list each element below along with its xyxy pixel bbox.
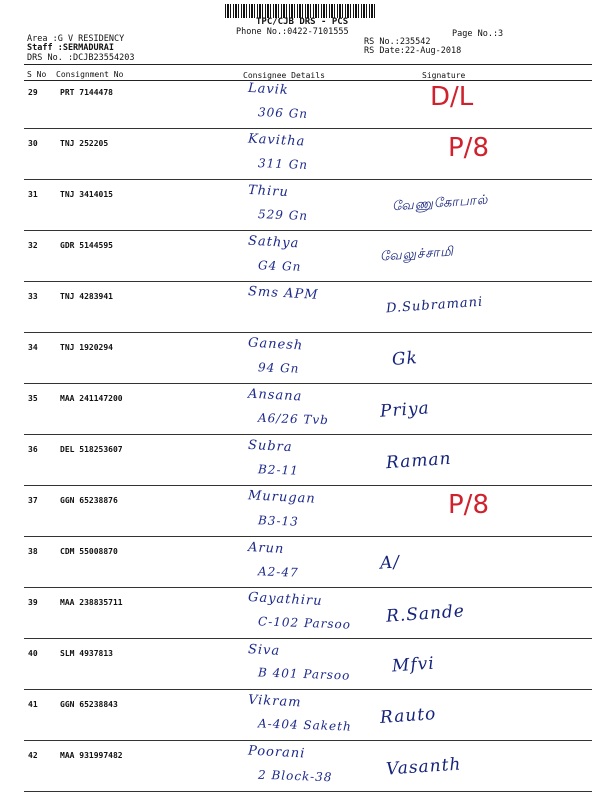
- signature: Priya: [379, 398, 431, 422]
- row-consignment-no: PRT 7144478: [60, 88, 113, 97]
- row-consignment-no: DEL 518253607: [60, 445, 123, 454]
- row-consignment-no: MAA 238835711: [60, 598, 123, 607]
- header-bottom-line: [24, 80, 592, 81]
- drs-number: DRS No. :DCJB23554203: [27, 53, 135, 63]
- signature: A/: [379, 552, 401, 574]
- row-sno: 38: [28, 547, 38, 556]
- barcode: [225, 4, 375, 18]
- consignee-name: Poorani: [247, 743, 306, 762]
- header-top-line: [24, 64, 592, 65]
- signature: D/L: [430, 82, 474, 112]
- consignee-address: C-102 Parsoo: [257, 614, 352, 632]
- report-title: TPC/CJB DRS - PCS: [256, 17, 349, 27]
- consignee-name: Ansana: [247, 386, 303, 405]
- signature: வேலுச்சாமி: [379, 244, 455, 265]
- signature: Gk: [391, 348, 419, 370]
- signature: R.Sande: [385, 601, 466, 627]
- consignee-address: A-404 Saketh: [257, 716, 352, 734]
- column-header-consignment: Consignment No: [56, 70, 124, 79]
- row-consignment-no: TNJ 3414015: [60, 190, 113, 199]
- row-consignment-no: TNJ 252205: [60, 139, 109, 148]
- row-consignment-no: GGN 65238843: [60, 700, 118, 709]
- row-sno: 39: [28, 598, 38, 607]
- row-sno: 35: [28, 394, 38, 403]
- consignee-name: Ganesh: [247, 335, 304, 354]
- area-label: Area :G V RESIDENCY: [27, 34, 125, 44]
- row-sno: 41: [28, 700, 38, 709]
- row-divider: [24, 689, 592, 690]
- consignee-address: 529 Gn: [257, 207, 309, 223]
- row-consignment-no: TNJ 1920294: [60, 343, 113, 352]
- row-sno: 33: [28, 292, 38, 301]
- row-consignment-no: GDR 5144595: [60, 241, 113, 250]
- row-sno: 42: [28, 751, 38, 760]
- column-header-signature: Signature: [422, 71, 466, 80]
- consignee-address: B3-13: [257, 513, 300, 529]
- rs-number: RS No.:235542: [364, 37, 431, 47]
- row-divider: [24, 434, 592, 435]
- row-sno: 40: [28, 649, 38, 658]
- phone-number: Phone No.:0422-7101555: [236, 27, 349, 37]
- consignee-address: B 401 Parsoo: [257, 665, 351, 683]
- consignee-name: Lavik: [247, 80, 290, 99]
- signature: Rauto: [379, 704, 437, 728]
- row-divider: [24, 485, 592, 486]
- consignee-name: Arun: [247, 540, 285, 557]
- consignee-address: G4 Gn: [257, 258, 302, 274]
- consignee-name: Subra: [247, 437, 293, 456]
- signature: Raman: [385, 448, 453, 474]
- row-sno: 32: [28, 241, 38, 250]
- consignee-name: Vikram: [247, 692, 302, 711]
- row-divider: [24, 740, 592, 741]
- row-divider: [24, 128, 592, 129]
- row-divider: [24, 383, 592, 384]
- row-consignment-no: MAA 241147200: [60, 394, 123, 403]
- staff-label: Staff :SERMADURAI: [27, 43, 114, 53]
- row-divider: [24, 230, 592, 231]
- row-divider: [24, 332, 592, 333]
- consignee-address: 306 Gn: [257, 105, 309, 121]
- row-consignment-no: CDM 55008870: [60, 547, 118, 556]
- row-consignment-no: GGN 65238876: [60, 496, 118, 505]
- row-divider: [24, 638, 592, 639]
- consignee-name: Kavitha: [247, 131, 306, 150]
- row-divider: [24, 536, 592, 537]
- consignee-address: 2 Block-38: [257, 767, 333, 785]
- signature: P/8: [448, 490, 489, 520]
- column-header-consignee: Consignee Details: [243, 71, 325, 80]
- consignee-name: Sathya: [247, 233, 300, 252]
- signature: Vasanth: [385, 754, 463, 780]
- signature: Mfvi: [391, 653, 436, 677]
- row-consignment-no: SLM 4937813: [60, 649, 113, 658]
- row-sno: 34: [28, 343, 38, 352]
- row-divider: [24, 179, 592, 180]
- row-divider: [24, 791, 592, 792]
- row-consignment-no: TNJ 4283941: [60, 292, 113, 301]
- consignee-name: Sms APM: [247, 284, 319, 303]
- row-sno: 37: [28, 496, 38, 505]
- signature: P/8: [448, 133, 489, 163]
- consignee-name: Murugan: [247, 488, 317, 507]
- row-sno: 36: [28, 445, 38, 454]
- row-consignment-no: MAA 931997482: [60, 751, 123, 760]
- consignee-name: Gayathiru: [247, 590, 323, 609]
- consignee-name: Siva: [247, 642, 281, 659]
- row-sno: 31: [28, 190, 38, 199]
- row-sno: 29: [28, 88, 38, 97]
- page-number: Page No.:3: [452, 29, 504, 39]
- consignee-name: Thiru: [247, 182, 290, 201]
- signature: வேணுகோபால்: [391, 192, 489, 215]
- column-header-sno: S No: [27, 70, 47, 79]
- consignee-address: 94 Gn: [257, 360, 300, 376]
- row-divider: [24, 281, 592, 282]
- signature: D.Subramani: [385, 294, 484, 317]
- row-divider: [24, 587, 592, 588]
- consignee-address: 311 Gn: [257, 156, 309, 172]
- row-sno: 30: [28, 139, 38, 148]
- consignee-address: B2-11: [257, 462, 300, 478]
- rs-date: RS Date:22-Aug-2018: [364, 46, 462, 56]
- consignee-address: A2-47: [257, 564, 299, 580]
- consignee-address: A6/26 Tvb: [257, 410, 330, 428]
